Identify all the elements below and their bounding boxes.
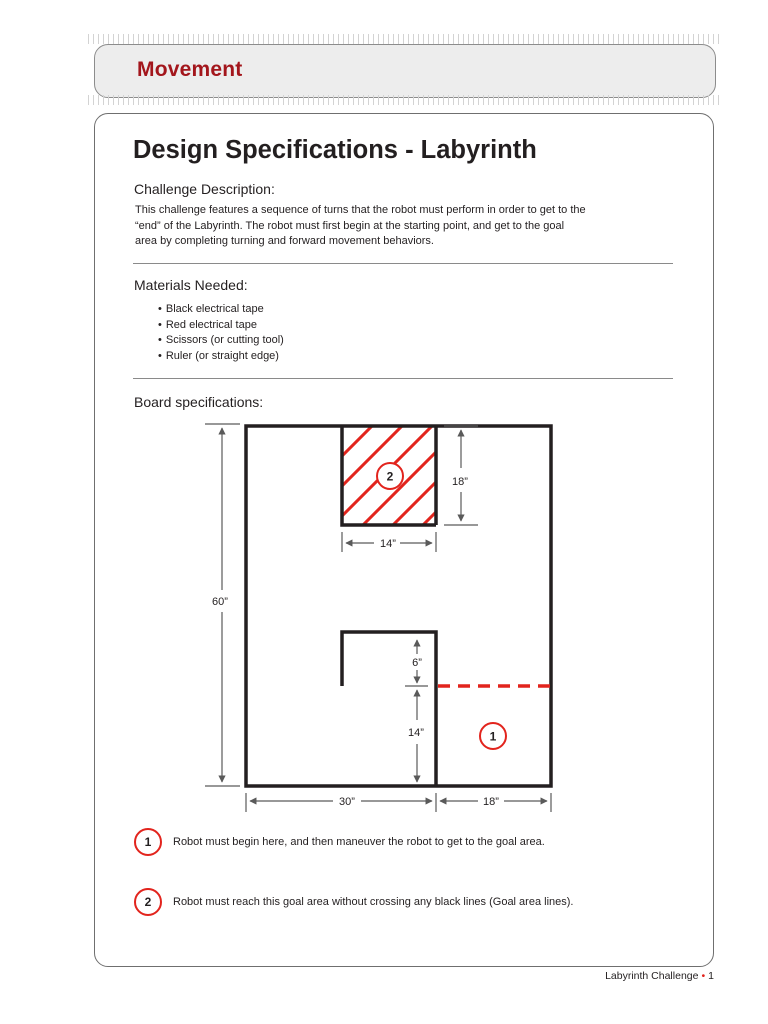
challenge-line: This challenge features a sequence of turns that the robot must perform in order to get to the	[135, 204, 586, 216]
legend-text: Robot must reach this goal area without crossing any black lines (Goal area lines).	[173, 896, 574, 908]
legend-item-start	[134, 827, 545, 857]
legend-number: 2	[134, 888, 162, 916]
footer-label: Labyrinth Challenge	[605, 970, 699, 982]
footer-separator: •	[701, 970, 706, 982]
legend-item-goal	[134, 887, 573, 917]
goal-marker-label: 2	[386, 469, 394, 484]
dim-label-goal-height: 18”	[452, 476, 468, 488]
materials-heading: Materials Needed:	[134, 277, 248, 293]
legend-number: 1	[134, 828, 162, 856]
dim-label-right-width: 18”	[483, 796, 499, 808]
legend-text: Robot must begin here, and then maneuver the robot to get to the goal area.	[173, 836, 545, 848]
list-item: • Scissors (or cutting tool)	[158, 333, 284, 349]
list-item: • Ruler (or straight edge)	[158, 349, 284, 365]
start-marker	[480, 723, 506, 749]
page-footer	[605, 970, 714, 982]
dim-label-goal-width: 14”	[380, 538, 396, 550]
start-marker-label: 1	[489, 729, 497, 744]
goal-marker	[377, 463, 403, 489]
page-number: 1	[708, 970, 714, 982]
dim-label-left-width: 30”	[339, 796, 355, 808]
challenge-heading: Challenge Description:	[134, 181, 275, 197]
list-item: • Black electrical tape	[158, 302, 284, 318]
section-title: Movement	[137, 58, 243, 81]
dim-label-gap: 6”	[412, 657, 422, 669]
board-heading: Board specifications:	[134, 394, 264, 410]
page-title: Design Specifications - Labyrinth	[133, 136, 537, 164]
dim-label-lower: 14”	[408, 727, 424, 739]
list-item: • Red electrical tape	[158, 318, 284, 334]
dim-label-60: 60”	[212, 596, 228, 608]
inner-wall	[342, 632, 436, 786]
challenge-line: area by completing turning and forward movement behaviors.	[135, 235, 434, 247]
challenge-line: “end” of the Labyrinth. The robot must first begin at the starting point, and get to the goal	[135, 219, 565, 232]
